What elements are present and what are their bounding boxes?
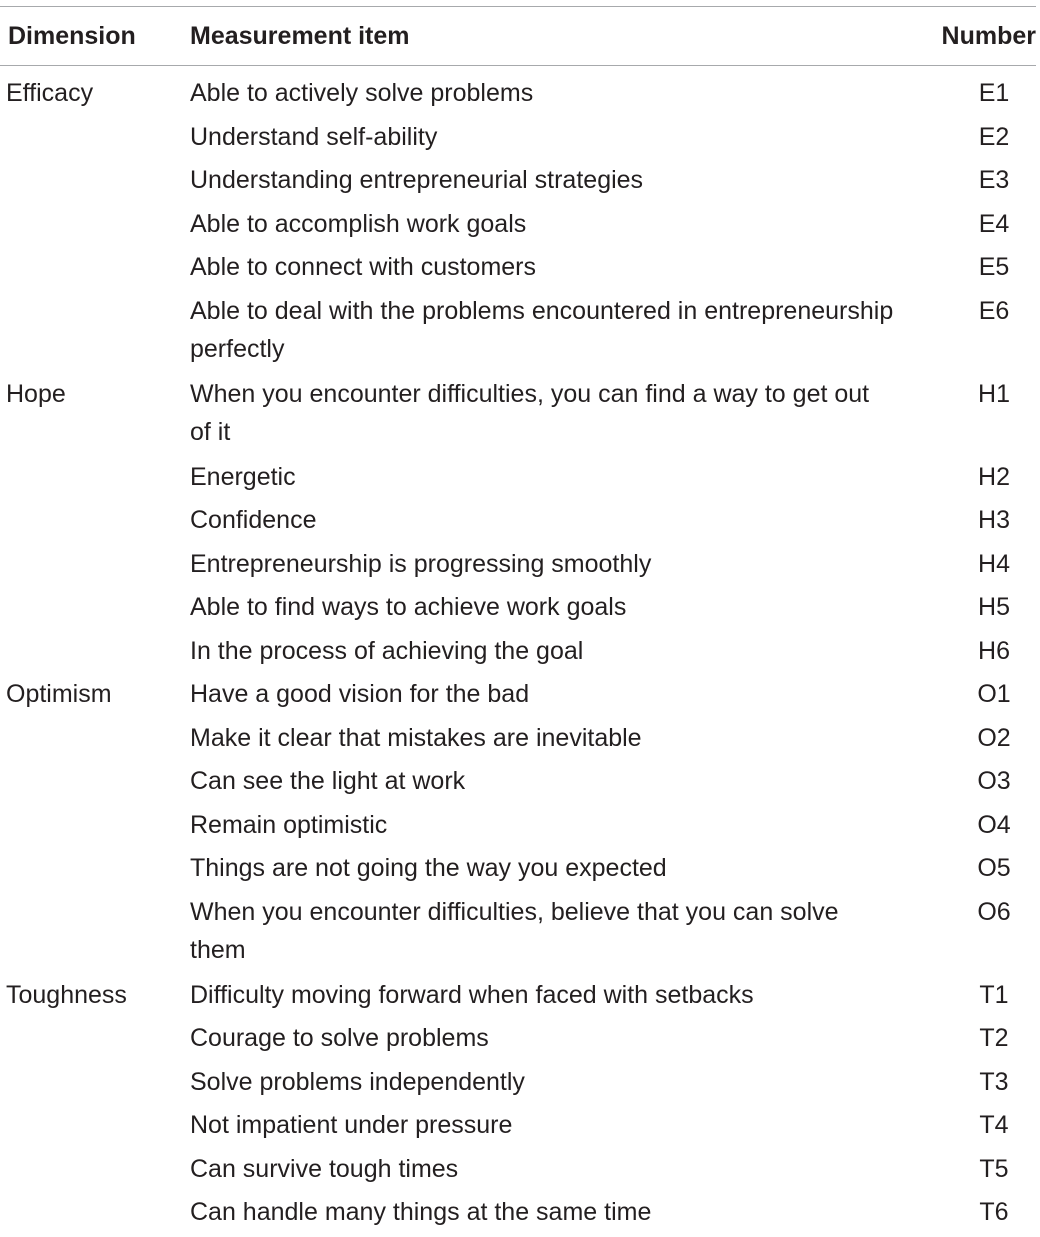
row-dimension xyxy=(0,292,190,375)
row-dimension xyxy=(0,1106,190,1150)
row-number: T2 xyxy=(979,1024,1009,1052)
table-body xyxy=(0,66,1036,1237)
row-number: T1 xyxy=(979,980,1009,1009)
row-dimension xyxy=(0,545,190,589)
row-item: Things are not going the way you expected xyxy=(190,854,667,882)
row-dimension xyxy=(0,1193,190,1237)
row-item: In the process of achieving the goal xyxy=(190,636,584,665)
row-dimension xyxy=(0,118,190,162)
row-dimension xyxy=(0,205,190,249)
row-dimension xyxy=(0,501,190,545)
row-number: O5 xyxy=(977,854,1011,882)
table-row xyxy=(0,588,1036,632)
row-number: O6 xyxy=(977,897,1011,926)
row-item: Can see the light at work xyxy=(190,767,466,795)
row-dimension xyxy=(0,719,190,763)
table-row xyxy=(0,849,1036,893)
row-dimension xyxy=(0,458,190,502)
row-item: Remain optimistic xyxy=(190,810,388,839)
row-dimension xyxy=(0,248,190,292)
row-number: T6 xyxy=(979,1198,1009,1226)
row-number: O3 xyxy=(977,767,1011,795)
table-row xyxy=(0,1019,1036,1063)
row-item: Not impatient under pressure xyxy=(190,1111,513,1139)
row-item: When you encounter difficulties, you can find a way to get out of it xyxy=(190,379,870,446)
row-item: Able to find ways to achieve work goals xyxy=(190,593,627,621)
row-number: H4 xyxy=(978,549,1010,578)
row-number: T3 xyxy=(979,1067,1009,1096)
table-row xyxy=(0,806,1036,850)
table-row xyxy=(0,545,1036,589)
row-item: Energetic xyxy=(190,462,296,491)
row-number: E6 xyxy=(978,296,1010,325)
table-row xyxy=(0,1063,1036,1107)
header-row xyxy=(0,7,1036,66)
row-item: Can survive tough times xyxy=(190,1154,459,1183)
row-number: O2 xyxy=(977,723,1011,752)
table-row xyxy=(0,1150,1036,1194)
row-number: T5 xyxy=(979,1154,1009,1183)
row-dimension xyxy=(0,588,190,632)
table-row xyxy=(0,675,1036,719)
row-item: Make it clear that mistakes are inevitable xyxy=(190,723,642,752)
table-row xyxy=(0,976,1036,1020)
header-dimension: Dimension xyxy=(8,21,136,50)
table-row xyxy=(0,161,1036,205)
table-row xyxy=(0,1106,1036,1150)
row-item: Entrepreneurship is progressing smoothly xyxy=(190,549,652,578)
row-item: Have a good vision for the bad xyxy=(190,680,530,708)
row-number: H5 xyxy=(978,593,1010,621)
row-dimension xyxy=(0,1063,190,1107)
row-number: H6 xyxy=(978,636,1010,665)
row-dimension: Hope xyxy=(6,379,66,408)
row-item: Able to connect with customers xyxy=(190,253,536,281)
table-row xyxy=(0,632,1036,676)
table-row xyxy=(0,1193,1036,1237)
row-number: E1 xyxy=(978,79,1010,107)
row-item: Understand self-ability xyxy=(190,122,438,151)
row-number: T4 xyxy=(979,1111,1009,1139)
table-row xyxy=(0,375,1036,458)
header-number: Number xyxy=(941,21,1036,50)
row-number: O1 xyxy=(977,680,1011,708)
row-dimension xyxy=(0,632,190,676)
row-number: O4 xyxy=(977,810,1011,839)
row-item: Confidence xyxy=(190,506,317,534)
row-number: H1 xyxy=(978,379,1010,408)
row-number: E2 xyxy=(978,122,1010,151)
table-header xyxy=(0,7,1036,66)
row-number: E5 xyxy=(978,253,1010,281)
table-row xyxy=(0,719,1036,763)
table-row xyxy=(0,248,1036,292)
row-item: Solve problems independently xyxy=(190,1067,525,1096)
table-row xyxy=(0,205,1036,249)
measurement-table xyxy=(0,6,1036,1237)
table-row xyxy=(0,66,1036,118)
row-dimension: Toughness xyxy=(6,980,127,1009)
header-measurement-item: Measurement item xyxy=(190,21,410,50)
table-row xyxy=(0,762,1036,806)
row-item: When you encounter difficulties, believe that you can solve them xyxy=(190,897,839,964)
row-dimension xyxy=(0,893,190,976)
row-item: Able to deal with the problems encountered in entrepreneurship perfectly xyxy=(190,296,894,363)
row-dimension xyxy=(0,762,190,806)
row-item: Courage to solve problems xyxy=(190,1024,489,1052)
row-item: Understanding entrepreneurial strategies xyxy=(190,166,644,194)
row-item: Difficulty moving forward when faced with setbacks xyxy=(190,980,754,1009)
row-number: E4 xyxy=(978,209,1010,238)
table-row xyxy=(0,292,1036,375)
table-row xyxy=(0,501,1036,545)
table-row xyxy=(0,458,1036,502)
row-item: Able to accomplish work goals xyxy=(190,209,527,238)
row-dimension xyxy=(0,1150,190,1194)
row-number: H2 xyxy=(978,462,1010,491)
row-dimension: Efficacy xyxy=(6,79,94,107)
row-dimension xyxy=(0,1019,190,1063)
measurement-table-container xyxy=(0,6,1036,1237)
row-dimension xyxy=(0,849,190,893)
row-number: H3 xyxy=(978,506,1010,534)
table-row xyxy=(0,118,1036,162)
table-row xyxy=(0,893,1036,976)
row-dimension xyxy=(0,161,190,205)
row-item: Able to actively solve problems xyxy=(190,79,534,107)
row-dimension: Optimism xyxy=(6,680,112,708)
row-item: Can handle many things at the same time xyxy=(190,1198,652,1226)
row-number: E3 xyxy=(978,166,1010,194)
row-dimension xyxy=(0,806,190,850)
